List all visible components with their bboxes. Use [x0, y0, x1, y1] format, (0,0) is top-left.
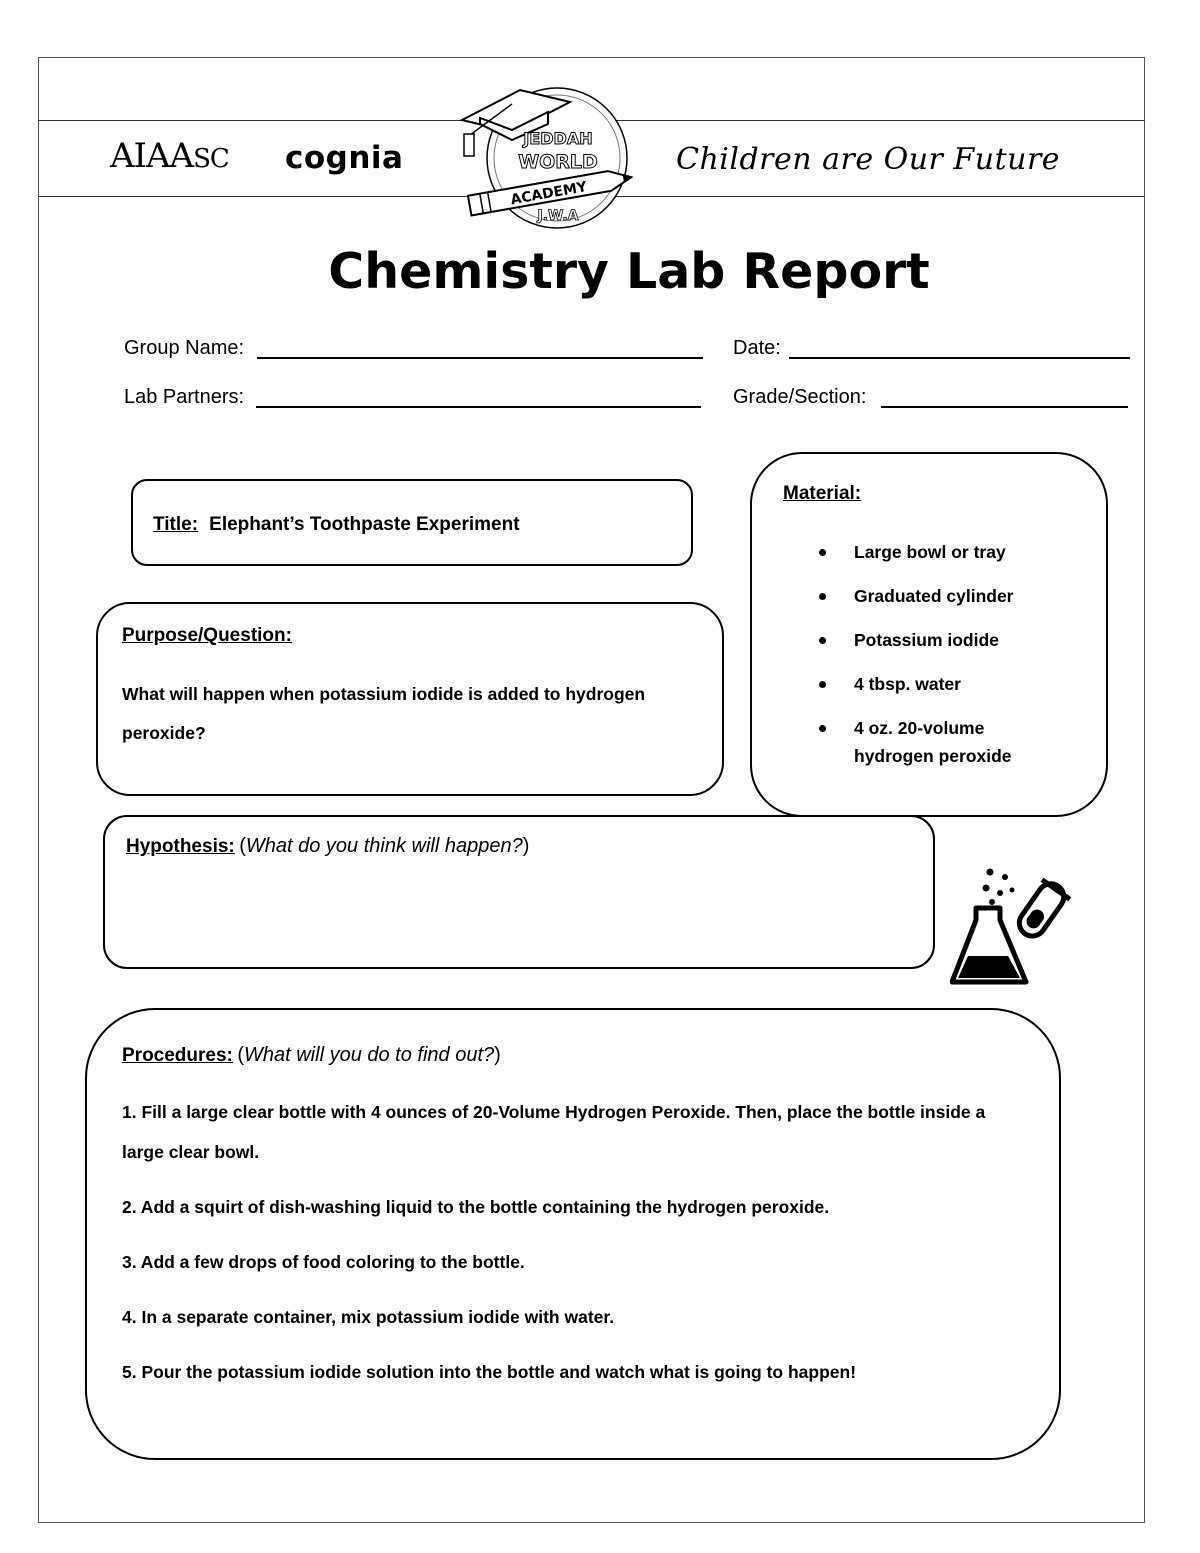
- list-item: Graduated cylinder: [817, 582, 1067, 610]
- list-item: 4 tbsp. water: [817, 670, 1067, 698]
- date-label: Date:: [733, 337, 781, 359]
- procedure-step: 5. Pour the potassium iodide solution into the bottle and watch what is going to happen!: [122, 1362, 857, 1382]
- material-label: Material:: [783, 483, 862, 504]
- lab-title-box: [131, 479, 693, 566]
- svg-text:WORLD: WORLD: [518, 151, 598, 173]
- lab-partners-label: Lab Partners:: [124, 386, 245, 408]
- material-box: [750, 452, 1108, 817]
- purpose-box: [96, 602, 724, 796]
- grade-section-field: [733, 386, 866, 409]
- procedures-box: Procedures: (What will you do to find out?) 1. Fill a large clear bottle with 4 ounces of 20-Volume Hydrogen Peroxide. Then, place the bottle inside a large clear bowl. 2. Add a squirt of dish-washing liquid to the bottle containing the hydrogen peroxide. 3. Add a few drops of food coloring to the bottle. 4. In a separate container, mix potassium iodide with water. 5. Pour the potassium iodide solution into the bottle and watch what is going to happen!: [85, 1008, 1061, 1460]
- grade-section-label: Grade/Section:: [733, 386, 867, 408]
- purpose-text-line2: peroxide?: [122, 723, 206, 743]
- tagline: Children are Our Future: [676, 142, 1061, 177]
- hypothesis-label: Hypothesis:: [126, 836, 235, 857]
- aiaasc-logo: AIAASC: [110, 136, 229, 176]
- flask-test-tube-icon: [950, 860, 1085, 990]
- svg-text:JEDDAH: JEDDAH: [523, 129, 593, 148]
- procedures-prompt: What will you do to find out?: [244, 1044, 495, 1066]
- cognia-logo: cognia: [285, 140, 404, 176]
- lab-title-label: Title:: [153, 514, 199, 535]
- list-item: Large bowl or tray: [817, 538, 1067, 566]
- svg-text:ACADEMY: ACADEMY: [509, 179, 589, 209]
- svg-text:J.W.A: J.W.A: [537, 208, 579, 224]
- purpose-text-line1: What will happen when potassium iodide is added to hydrogen: [122, 684, 646, 704]
- academy-seal-logo: [440, 80, 650, 240]
- hypothesis-prompt: What do you think will happen?: [245, 835, 523, 857]
- procedure-step: 3. Add a few drops of food coloring to the bottle.: [122, 1252, 525, 1272]
- material-list: [817, 538, 1067, 786]
- group-name-field: [124, 337, 244, 360]
- group-name-label: Group Name:: [124, 337, 245, 359]
- procedure-step: 4. In a separate container, mix potassium iodide with water.: [122, 1307, 615, 1327]
- purpose-label: Purpose/Question:: [122, 625, 292, 646]
- lab-title-value: Elephant’s Toothpaste Experiment: [209, 514, 520, 535]
- page-title: Chemistry Lab Report: [328, 243, 930, 300]
- procedure-step: 2. Add a squirt of dish-washing liquid to the bottle containing the hydrogen peroxide.: [122, 1197, 830, 1217]
- hypothesis-box[interactable]: Hypothesis: (What do you think will happen?): [103, 815, 935, 969]
- list-item: Potassium iodide: [817, 626, 1067, 654]
- list-item: 4 oz. 20-volume hydrogen peroxide: [817, 714, 1067, 770]
- lab-partners-field: [124, 386, 244, 409]
- procedures-label: Procedures:: [122, 1045, 233, 1066]
- date-field: [733, 337, 781, 360]
- procedure-step: 1. Fill a large clear bottle with 4 ounces of 20-Volume Hydrogen Peroxide. Then, place the bottle inside a large clear bowl.: [122, 1102, 986, 1162]
